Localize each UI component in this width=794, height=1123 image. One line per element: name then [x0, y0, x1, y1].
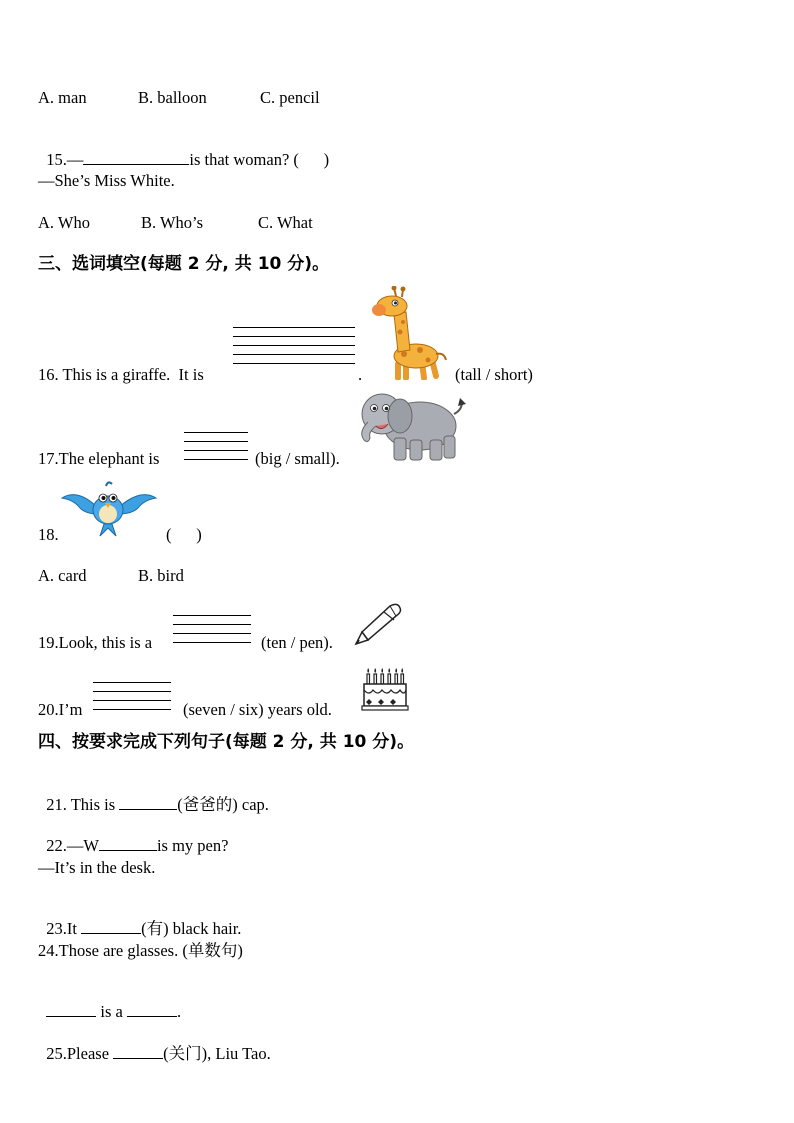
q19-text: 19.Look, this is a: [38, 633, 153, 652]
pen-icon: [350, 602, 404, 646]
q16-hint: (tall / short): [455, 365, 533, 384]
q24-middle: is a: [96, 1002, 127, 1021]
q14-option-a: A. man: [38, 88, 87, 107]
q23-question: [38, 899, 241, 939]
section-3-heading: 三、选词填空(每题 2 分, 共 10 分)。: [38, 254, 330, 274]
q22-answer-line: —It’s in the desk.: [38, 858, 156, 877]
q22-prefix: 22.—W: [46, 836, 99, 855]
q23-blank[interactable]: [81, 919, 141, 934]
cake-icon: [361, 666, 409, 712]
q18-option-b: B. bird: [138, 566, 184, 585]
q15-blank[interactable]: [83, 150, 189, 165]
q22-suffix: is my pen?: [156, 836, 229, 855]
q15-question: [38, 130, 329, 170]
q25-question: [38, 1024, 271, 1064]
q15-option-b: B. Who’s: [141, 213, 204, 232]
q24-end: .: [176, 1002, 182, 1021]
giraffe-icon: [370, 286, 448, 380]
q21-suffix: (爸爸的) cap.: [177, 795, 269, 814]
q24-answer-line: [38, 982, 181, 1022]
elephant-icon: [354, 388, 468, 464]
q14-option-c: C. pencil: [260, 88, 320, 107]
q16-period: .: [358, 365, 363, 384]
q20-writing-lines[interactable]: [93, 682, 171, 718]
q17-writing-lines[interactable]: [184, 432, 248, 468]
q14-option-b: B. balloon: [138, 88, 207, 107]
q16-writing-lines[interactable]: [233, 327, 355, 372]
q15-prefix: 15.—: [46, 150, 84, 169]
q19-hint: (ten / pen).: [261, 633, 333, 652]
q18-answer-paren[interactable]: ( ): [166, 525, 202, 544]
q20-text: 20.I’m: [38, 700, 83, 719]
q15-answer-line: —She’s Miss White.: [38, 171, 175, 190]
q15-option-a: A. Who: [38, 213, 90, 232]
bird-icon: [60, 478, 158, 540]
q19-writing-lines[interactable]: [173, 615, 251, 651]
section-4-heading: 四、按要求完成下列句子(每题 2 分, 共 10 分)。: [38, 732, 415, 752]
q18-option-a: A. card: [38, 566, 87, 585]
q20-hint: (seven / six) years old.: [183, 700, 332, 719]
q24-blank-1[interactable]: [46, 1002, 96, 1017]
q23-prefix: 23.It: [46, 919, 82, 938]
q17-text: 17.The elephant is: [38, 449, 160, 468]
q21-question: [38, 775, 269, 815]
q18-number: 18.: [38, 525, 59, 544]
q15-option-c: C. What: [258, 213, 313, 232]
q24-blank-2[interactable]: [127, 1002, 177, 1017]
q21-prefix: 21. This is: [46, 795, 120, 814]
q17-hint: (big / small).: [255, 449, 340, 468]
q24-question: 24.Those are glasses. (单数句): [38, 941, 243, 960]
q22-question: [38, 816, 228, 856]
q25-prefix: 25.Please: [46, 1044, 114, 1063]
q23-suffix: (有) black hair.: [141, 919, 242, 938]
q21-blank[interactable]: [119, 795, 177, 810]
q25-suffix: (关门), Liu Tao.: [163, 1044, 271, 1063]
q25-blank[interactable]: [113, 1044, 163, 1059]
q15-suffix: is that woman? ( ): [189, 150, 330, 169]
q22-blank[interactable]: [99, 836, 157, 851]
q16-text: 16. This is a giraffe. It is: [38, 365, 204, 384]
